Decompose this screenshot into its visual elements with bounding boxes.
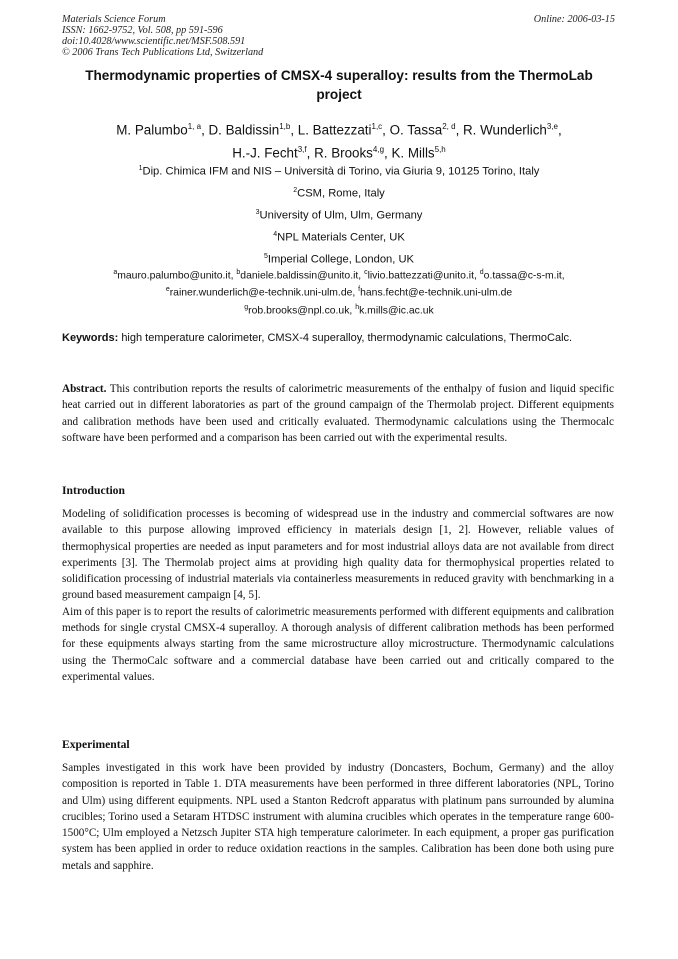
- affiliation-text: Imperial College, London, UK: [267, 253, 415, 266]
- paragraph: Aim of this paper is to report the results of calorimetric measurements performed with different equipments and calibration methods for single crystal CMSX-4 superalloy. A thorough analysis of different calibration methods has been performed for these equipments always starting from the same microstructure alloy microstructure. Thermodynamic calculations using the ThermoCalc software and a commercial database have been carried out and critically compared to the experimental values.: [62, 605, 614, 683]
- author-separator: ,: [201, 122, 209, 138]
- email-mark: f: [358, 286, 361, 294]
- issn-line: ISSN: 1662-9752, Vol. 508, pp 591-596: [62, 25, 223, 36]
- experimental-body: [62, 760, 614, 874]
- affiliation-mark: 5: [263, 253, 268, 260]
- email-mark: b: [236, 269, 241, 276]
- author-name: H.-J. Fecht: [232, 145, 298, 161]
- affiliation-mark: 1: [138, 165, 143, 172]
- author-affiliation-mark: 1,c: [371, 122, 383, 131]
- author-separator: ,: [558, 122, 562, 138]
- abstract-block: [62, 381, 614, 446]
- affiliation: [62, 160, 616, 182]
- author-separator: ,: [306, 145, 315, 161]
- email-row: [62, 283, 616, 300]
- affiliation-mark: 2: [293, 187, 298, 194]
- journal-name: Materials Science Forum: [62, 14, 166, 25]
- paragraph: Modeling of solidification processes is becoming of widespread use in the industry and commercial softwares are now available to this purpose allowing improved efficiency in materials design [1, 2]. However, reliable values of thermophysical properties are needed as input parameters and for most industrial alloys data are not available from direct experiments [3]. The Thermolab project aims at providing high quality data for thermophysical properties related to solidification processing of industrial materials via containerless measurements in reduced gravity with benchmarking in a ground based measurement campaign [4, 5].: [62, 508, 614, 602]
- email-address: mauro.palumbo@unito.it,: [117, 270, 237, 282]
- author-separator: ,: [384, 145, 392, 161]
- affiliation-text: Dip. Chimica IFM and NIS – Università di Torino, via Giuria 9, 10125 Torino, Italy: [142, 165, 540, 178]
- author-affiliation-mark: 1, a: [187, 122, 202, 131]
- affiliation-mark: 4: [273, 231, 278, 238]
- author-name: R. Wunderlich: [463, 122, 547, 138]
- paragraph: Samples investigated in this work have been provided by industry (Doncasters, Bochum, Germany) and the alloy composition is reported in Table 1. DTA measurements have been performed in three different laboratories (NPL, Torino and Ulm) using different equipments. NPL used a Stanton Redcroft apparatus with platinum pans surrounded by alumina crucibles; Torino used a Setaram HTDSC instrument with alumina crucibles which operates in the temperature range 600-1500°C; Ulm employed a Netzsch Jupiter STA high temperature calorimeter. In each equipment, a proper gas purification system has been applied in order to reduce oxidation reactions in the samples. Calibration has been done both using pure metals and sapphire.: [62, 762, 614, 872]
- author-name: O. Tassa: [389, 122, 443, 138]
- author-name: D. Baldissin: [208, 122, 280, 138]
- author-name: K. Mills: [391, 145, 435, 161]
- author-name: R. Brooks: [314, 145, 373, 161]
- author-name: M. Palumbo: [116, 122, 188, 138]
- keywords-block: [62, 331, 614, 346]
- author-affiliation-mark: 1,b: [279, 122, 291, 131]
- email-address: o.tassa@c-s-m.it,: [483, 270, 565, 282]
- email-row: [62, 266, 616, 283]
- author-separator: ,: [290, 122, 298, 138]
- author-affiliation-mark: 5,h: [434, 145, 446, 155]
- affiliation: [62, 226, 616, 248]
- email-address: livio.battezzati@unito.it,: [367, 270, 480, 282]
- email-mark: c: [364, 269, 368, 276]
- introduction-heading: Introduction: [62, 484, 125, 497]
- email-address: k.mills@ic.ac.uk: [359, 305, 434, 317]
- author-separator: ,: [382, 122, 390, 138]
- experimental-heading: Experimental: [62, 738, 130, 751]
- author-separator: ,: [455, 122, 464, 138]
- affiliation-mark: 3: [255, 209, 260, 216]
- affiliation-text: CSM, Rome, Italy: [297, 187, 385, 200]
- affiliation: [62, 204, 616, 226]
- abstract-label: Abstract.: [62, 383, 107, 395]
- doi-line: doi:10.4028/www.scientific.net/MSF.508.591: [62, 36, 246, 47]
- journal-header: [62, 14, 615, 58]
- email-list: [62, 266, 616, 318]
- author-name: L. Battezzati: [297, 122, 372, 138]
- email-mark: d: [479, 269, 484, 276]
- email-address: rainer.wunderlich@e-technik.uni-ulm.de,: [169, 287, 359, 299]
- paper-title: Thermodynamic properties of CMSX-4 superalloy: results from the ThermoLab project: [85, 68, 593, 102]
- author-affiliation-mark: 4,g: [372, 145, 385, 155]
- email-address: hans.fecht@e-technik.uni-ulm.de: [360, 287, 513, 299]
- email-mark: g: [244, 303, 249, 311]
- affiliation: [62, 182, 616, 204]
- email-mark: h: [355, 303, 360, 311]
- affiliation-text: NPL Materials Center, UK: [277, 231, 405, 244]
- email-mark: a: [113, 269, 118, 276]
- author-list: [62, 117, 616, 164]
- email-address: daniele.baldissin@unito.it,: [240, 270, 365, 282]
- introduction-body: [62, 506, 614, 685]
- copyright-line: © 2006 Trans Tech Publications Ltd, Switzerland: [62, 47, 264, 58]
- affiliation-text: University of Ulm, Ulm, Germany: [259, 209, 423, 222]
- email-mark: e: [165, 286, 170, 294]
- author-affiliation-mark: 3,e: [546, 122, 558, 131]
- online-date: Online: 2006-03-15: [533, 14, 615, 25]
- email-row: [62, 301, 616, 318]
- author-affiliation-mark: 3,f: [297, 145, 307, 155]
- email-address: rob.brooks@npl.co.uk,: [248, 305, 356, 317]
- affiliation-list: [62, 160, 616, 270]
- author-affiliation-mark: 2, d: [442, 122, 456, 131]
- keywords-text: high temperature calorimeter, CMSX-4 superalloy, thermodynamic calculations, ThermoCalc.: [121, 332, 573, 344]
- abstract-text: This contribution reports the results of calorimetric measurements of the enthalpy of fusion and liquid specific heat carried out in different laboratories as part of the ground campaign of the Thermolab project. Different equipments and calibration methods have been used and critically evaluated. Thermodynamic calculations using the Thermocalc software have been performed and a comparison has been carried out with the experimental results.: [62, 383, 614, 444]
- keywords-label: Keywords:: [62, 332, 119, 344]
